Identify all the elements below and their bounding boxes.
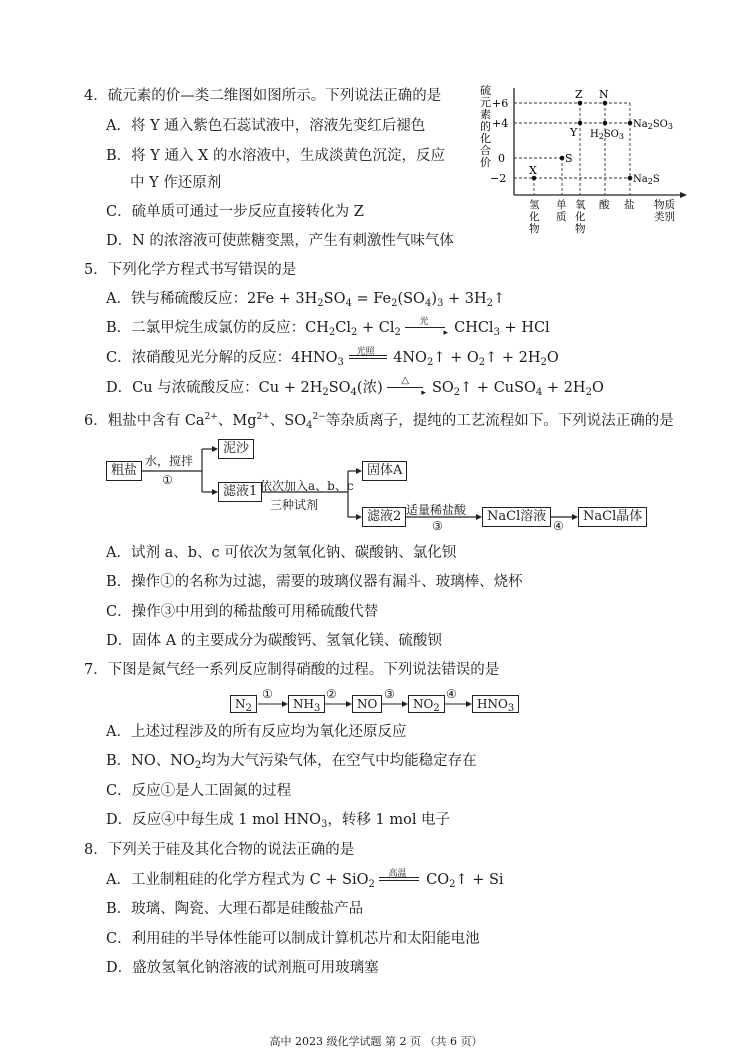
page-footer: 高中 2023 级化学试题 第 2 页 （共 6 页）	[269, 1035, 483, 1048]
q4-option-a: A．将 Y 通入紫色石蕊试液中，溶液先变红后褪色	[106, 118, 426, 134]
q5-option-b: B．二氯甲烷生成氯仿的反应：$CH_2Cl_2 + Cl_2$ 光 ▸ CHCl$_3$ + HCl	[106, 317, 550, 338]
chart-ylabel: 硫元素的化合价	[480, 84, 491, 169]
q5-option-d: D．Cu 与浓硫酸反应：$Cu + 2H_2SO_4$(浓) △ ▸ $SO_2↑$ + CuSO$_4$ + $2H_2O$	[106, 375, 604, 398]
q7-option-b: B．NO、$NO_2$均为大气污染气体，在空气中均能稳定存在	[106, 753, 477, 771]
q7-option-c: C．反应①是人工固氮的过程	[106, 783, 292, 799]
box-filtrate2: 滤液2	[362, 507, 406, 527]
q7-option-a: A．上述过程涉及的所有反应均为氧化还原反应	[106, 724, 407, 740]
q7-flow	[230, 688, 530, 716]
box-nacl-solution: NaCl溶液	[482, 507, 551, 527]
box-crude-salt: 粗盐	[106, 461, 142, 481]
point-x: X	[529, 164, 537, 177]
xcat-salt: 盐	[624, 199, 635, 211]
xcat-acid: 酸	[599, 199, 610, 211]
label-three-reagents: 三种试剂	[270, 498, 319, 512]
q6-option-c: C．操作③中用到的稀盐酸可用稀硫酸代替	[106, 604, 379, 620]
box-nh3: $NH_3$	[288, 695, 325, 713]
q4-stem: 4．硫元素的价—类二维图如图所示。下列说法正确的是	[84, 88, 442, 104]
box-nacl-crystal: NaCl晶体	[578, 507, 647, 527]
q4-option-b: B．将 Y 通入 X 的水溶液中，生成淡黄色沉淀，反应	[106, 148, 445, 164]
label-r4: ④	[446, 687, 457, 701]
q8-option-a: A．工业制粗硅的化学方程式为 C + SiO$_2$ 高温 $CO_2↑ + Si$	[106, 869, 504, 890]
q4-option-d: D．N 的浓溶液可使蔗糖变黑，产生有刺激性气味气体	[106, 233, 454, 249]
q6-option-b: B．操作①的名称为过滤，需要的玻璃仪器有漏斗、玻璃棒、烧杯	[106, 574, 523, 590]
q7-option-d: D．反应④中每生成 1 mol $HNO_3$，转移 1 mol 电子	[106, 812, 451, 830]
xcat-hydride: 氢化物	[529, 199, 540, 235]
point-na2so3: $Na_2SO_3$	[633, 119, 673, 131]
box-hno3: $HNO_3$	[472, 695, 519, 713]
sulfur-valence-chart	[474, 82, 710, 242]
q8-stem: 8．下列关于硅及其化合物的说法正确的是	[84, 842, 355, 858]
box-filtrate1: 滤液1	[218, 482, 262, 502]
label-r2: ②	[326, 687, 337, 701]
q6-option-d: D．固体 A 的主要成分为碳酸钙、氢氧化镁、硫酸钡	[106, 633, 442, 649]
point-z: Z	[575, 88, 583, 101]
label-step3: ③	[432, 519, 443, 533]
box-no2: $NO_2$	[408, 695, 445, 713]
xcat-oxide: 氧化物	[575, 199, 586, 235]
point-s: S	[565, 152, 573, 165]
point-h2so3: $H_2SO_3$	[590, 129, 624, 141]
q7-stem: 7．下图是氮气经一系列反应制得硝酸的过程。下列说法错误的是	[84, 662, 500, 678]
ytick-minus2: −2	[490, 172, 507, 185]
q8-option-b: B．玻璃、陶瓷、大理石都是硅酸盐产品	[106, 901, 364, 917]
q6-option-a: A．试剂 a、b、c 可依次为氢氧化钠、碳酸钠、氯化钡	[106, 545, 457, 561]
q4-option-b-cont: 中 Y 作还原剂	[130, 175, 222, 191]
q8-option-c: C．利用硅的半导体性能可以制成计算机芯片和太阳能电池	[106, 931, 480, 947]
point-y: Y	[570, 126, 578, 139]
xlabel: 物质类别	[654, 199, 675, 223]
box-n2: $N_2$	[230, 695, 257, 713]
box-solid-a: 固体A	[362, 461, 407, 481]
q8-option-d: D．盛放氢氧化钠溶液的试剂瓶可用玻璃塞	[106, 960, 379, 976]
q6-stem: 6．粗盐中含有 $Ca^{2+}$、$Mg^{2+}$、$SO_4^{2-}$等杂质离子，提纯的工艺流程如下。下列说法正确的是	[84, 412, 674, 431]
point-na2s: $Na_2S$	[633, 174, 660, 186]
box-no: NO	[352, 695, 382, 713]
label-water-stir: 水，搅拌	[145, 454, 194, 468]
xcat-element: 单质	[556, 199, 567, 223]
q4-option-c: C．硫单质可通过一步反应直接转化为 Z	[106, 204, 364, 220]
label-add-reagents: 依次加入a、b、c	[260, 479, 354, 493]
q5-option-a: A．铁与稀硫酸反应：$2Fe + 3H_2SO_4 = Fe_2(SO_4)_3$ + $3H_2↑$	[106, 291, 506, 309]
label-dilute-hcl: 适量稀盐酸	[406, 503, 467, 517]
box-mud: 泥沙	[218, 439, 254, 459]
ytick-plus6: +6	[492, 97, 509, 110]
point-n: N	[599, 88, 609, 101]
ytick-plus4: +4	[492, 117, 509, 130]
ytick-0: 0	[498, 152, 505, 165]
label-r1: ①	[262, 687, 273, 701]
q5-option-c: C．浓硝酸见光分解的反应：$4HNO_3$ 光照 $4NO_2↑$ + $O_2↑ + 2H_2O$	[106, 347, 559, 368]
label-step1: ①	[162, 473, 173, 487]
label-r3: ③	[384, 687, 395, 701]
label-step4: ④	[553, 519, 564, 533]
q5-stem: 5．下列化学方程式书写错误的是	[84, 262, 297, 278]
